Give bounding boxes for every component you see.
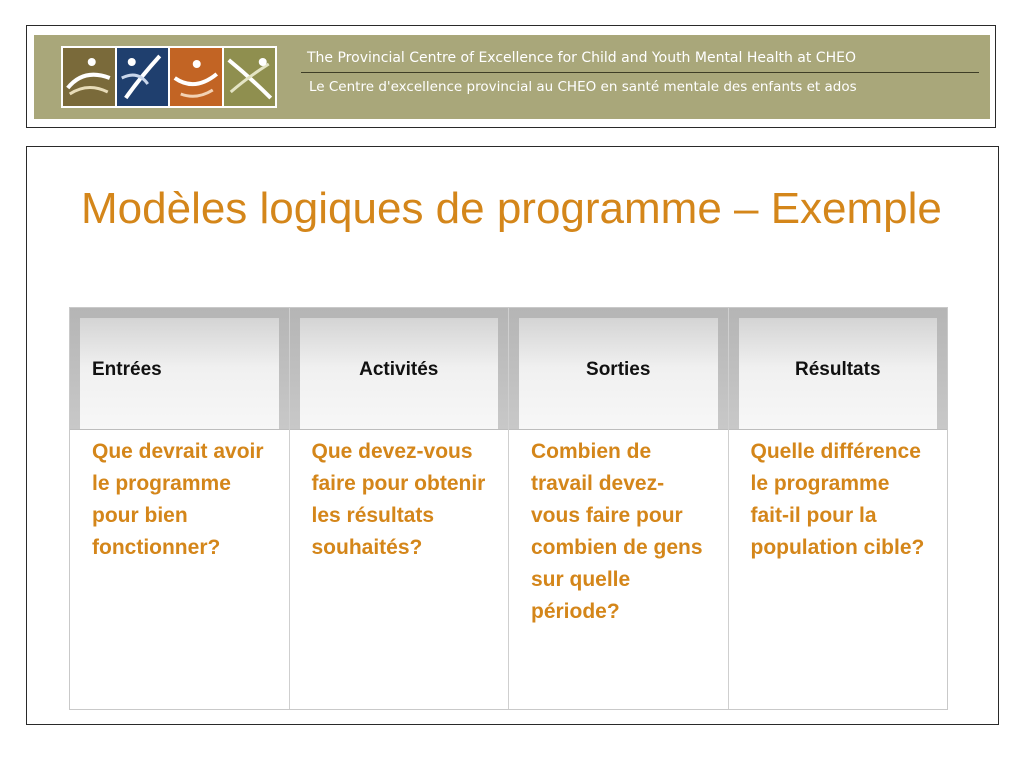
header-banner-frame bbox=[26, 25, 996, 128]
column-header-cell bbox=[70, 308, 289, 430]
column-inputs bbox=[70, 308, 290, 709]
slide bbox=[26, 146, 999, 725]
slide-title: Modèles logiques de programme – Exemple bbox=[81, 184, 942, 233]
column-header-cell bbox=[290, 308, 509, 430]
cheo-logo bbox=[61, 46, 277, 108]
column-header: Entrées bbox=[80, 318, 279, 429]
column-activities bbox=[290, 308, 510, 709]
banner-title-fr: Le Centre d'excellence provincial au CHEO en santé mentale des enfants et ados bbox=[309, 79, 857, 95]
column-outcomes bbox=[729, 308, 948, 709]
column-body: Combien de travail devez-vous faire pour combien de gens sur quelle période? bbox=[531, 440, 703, 623]
header-banner bbox=[34, 35, 990, 119]
logic-model-table bbox=[69, 307, 948, 710]
column-header-cell bbox=[509, 308, 728, 430]
column-body: Quelle différence le programme fait-il pour la population cible? bbox=[750, 440, 925, 559]
logo-tile-brown-icon bbox=[63, 48, 115, 106]
column-body: Que devrait avoir le programme pour bien fonctionner? bbox=[92, 440, 264, 559]
column-header: Sorties bbox=[519, 318, 718, 429]
logo-tile-orange-icon bbox=[170, 48, 222, 106]
logo-tile-blue-icon bbox=[117, 48, 169, 106]
column-body: Que devez-vous faire pour obtenir les résultats souhaités? bbox=[311, 440, 486, 559]
banner-text bbox=[299, 49, 979, 96]
column-header: Activités bbox=[300, 318, 499, 429]
column-header-cell bbox=[729, 308, 948, 430]
column-outputs bbox=[509, 308, 729, 709]
column-header: Résultats bbox=[739, 318, 938, 429]
banner-title-en: The Provincial Centre of Excellence for Child and Youth Mental Health at CHEO bbox=[307, 50, 856, 66]
logo-tile-olive-icon bbox=[224, 48, 276, 106]
